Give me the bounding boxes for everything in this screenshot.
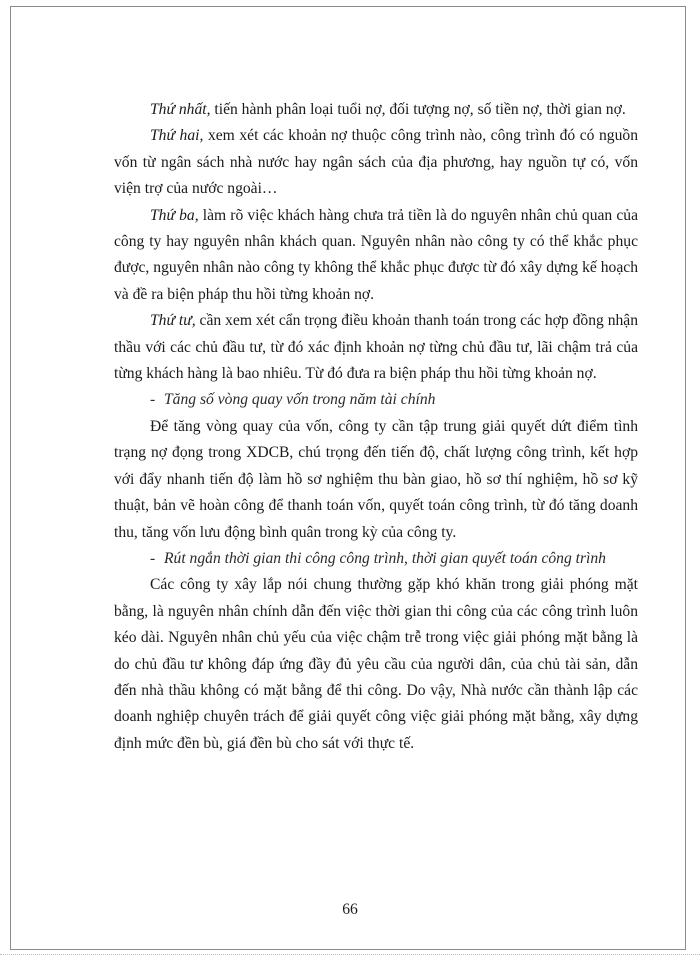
bullet-dash: - — [150, 391, 156, 409]
paragraph-lead: Thứ ba, — [150, 206, 199, 224]
paragraph-vong-quay-von: Để tăng vòng quay của vốn, công ty cần tập trung giải quyết dứt điểm tình trạng nợ đọng trong XDCB, chú trọng đến tiến độ, chất lượng công trình, kết hợp với đẩy nhanh tiến độ làm hồ sơ nghiệm thu bàn giao, hồ sơ thí nghiệm, hồ sơ kỹ thuật, bản vẽ hoàn công để thanh toán vốn, quyết toán công trình, từ đó tăng doanh thu, tăng vốn lưu động bình quân trong kỳ của công ty. — [114, 417, 638, 541]
paragraph-thu-tu — [114, 308, 638, 387]
bullet-text: Rút ngắn thời gian thi công công trình, thời gian quyết toán công trình — [164, 549, 606, 567]
paragraph-text: cần xem xét cẩn trọng điều khoản thanh toán trong các hợp đồng nhận thầu với các chủ đầu tư, từ đó xác định khoản nợ từng chủ đầu tư, lãi chậm trả của từng khách hàng là bao nhiêu. Từ đó đưa ra biện pháp thu hồi từng khoản nợ. — [114, 312, 639, 383]
paragraph-lead: Thứ hai, — [150, 127, 204, 145]
paragraph-giai-phong-mat-bang: Các công ty xây lắp nói chung thường gặp khó khăn trong giải phóng mặt bằng, là nguyên nhân chính dẫn đến việc thời gian thi công của các công trình luôn kéo dài. Nguyên nhân chủ yếu của việc chậm trễ trong việc giải phóng mặt bằng là do chủ đầu tư không đáp ứng đầy đủ yêu cầu của người dân, của chủ tài sản, dẫn đến nhà thầu không có mặt bằng để thi công. Do vậy, Nhà nước cần thành lập các doanh nghiệp chuyên trách để giải quyết công việc giải phóng mặt bằng, xây dựng định mức đền bù, giá đền bù cho sát với thực tế. — [114, 576, 638, 752]
bullet-heading-1 — [114, 387, 638, 413]
page-separator — [0, 954, 700, 955]
paragraph-thu-hai — [114, 123, 638, 202]
paragraph-lead: Thứ nhất, — [150, 101, 211, 118]
bullet-heading-2 — [114, 546, 638, 572]
document-body — [114, 97, 638, 757]
bullet-text: Tăng số vòng quay vốn trong năm tài chính — [164, 391, 436, 409]
paragraph-text: tiến hành phân loại tuổi nợ, đối tượng nợ, số tiền nợ, thời gian nợ. — [210, 101, 626, 118]
paragraph-lead: Thứ tư, — [150, 312, 196, 330]
paragraph-thu-nhat — [114, 97, 638, 123]
bullet-dash: - — [150, 549, 156, 567]
paragraph-text: làm rõ việc khách hàng chưa trả tiền là do nguyên nhân chủ quan của công ty hay nguyên nhân khách quan. Nguyên nhân nào công ty có thể khắc phục được, nguyên nhân nào công ty không thể khắc phục được từ đó xây dựng kế hoạch và đề ra biện pháp thu hồi từng khoản nợ. — [114, 206, 638, 303]
paragraph-text: xem xét các khoản nợ thuộc công trình nào, công trình đó có nguồn vốn từ ngân sách nhà nước hay ngân sách của địa phương, hay nguồn tự có, vốn viện trợ của nước ngoài… — [114, 127, 638, 198]
page-number: 66 — [342, 901, 358, 918]
paragraph-thu-ba — [114, 203, 638, 309]
